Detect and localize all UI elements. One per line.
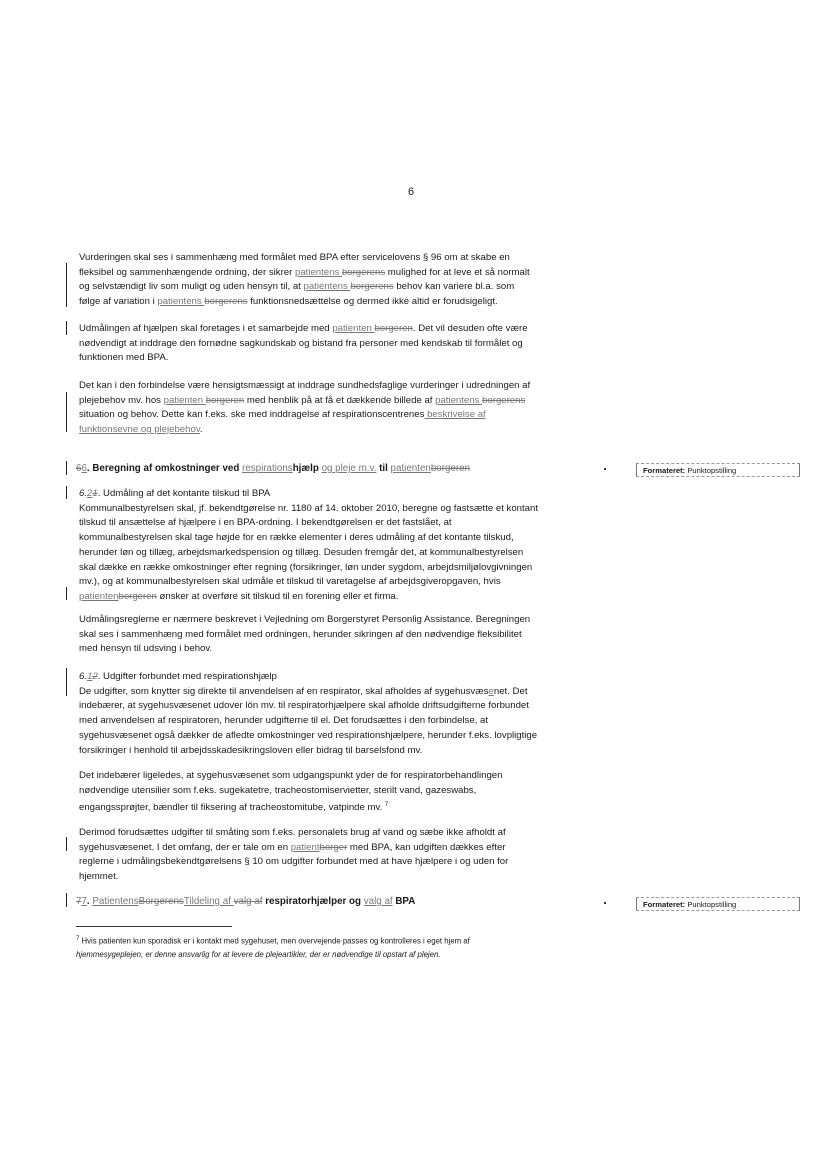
text-run: ønsker at overføre sit tilskud til en forening eller et firma. — [156, 590, 399, 602]
text-line: nødvendigt at inddrage den fornødne sagkundskab og bistand fra personer med kendskab til formålet og — [79, 337, 523, 349]
text-line: forsikringer i henhold til arbejdsskadesikringsloven eller bidrag til barselsfond mv. — [79, 744, 423, 756]
tracked-deletion: borgeren — [374, 323, 413, 334]
text-run: . — [86, 896, 93, 907]
text-run: engangssprøjter, bændler til fiksering af tracheostomitube, vatpinde mv. — [79, 802, 383, 814]
tracked-deletion: valg af — [233, 896, 263, 907]
tracked-deletion: borgerens — [350, 281, 394, 293]
comment-text: Punktopstilling — [685, 466, 737, 475]
tracked-insertion: 2 — [87, 488, 93, 499]
text-line: tilskud til ansættelse af hjælpere i en BPA-ordning. I bekendtgørelsen er det fastslået, at — [79, 517, 452, 529]
text-run: sygehusvæsenet. I det omfang, der er tale om en — [79, 841, 291, 853]
comment-text: Punktopstilling — [685, 900, 737, 909]
section-heading-6 — [76, 463, 470, 474]
change-bar — [66, 587, 67, 600]
text-line — [79, 266, 604, 281]
change-bar — [66, 668, 67, 696]
text-run: til — [376, 463, 391, 474]
text-line: funktionen med BPA. — [79, 352, 169, 364]
text-run: og selvstændigt liv som muligt og uden hensyn til, at — [79, 281, 304, 293]
change-bar — [66, 321, 67, 335]
paragraph-small-items — [79, 826, 604, 885]
comment-label: Formateret: — [643, 900, 686, 909]
change-bar — [66, 837, 67, 851]
tracked-insertion: patient — [290, 841, 320, 853]
text-line: kommunalbestyrelsen skal tage højde for en række elementer i deres udmåling af det kontante tilskud, — [79, 532, 514, 544]
paragraph-utensils — [79, 769, 604, 816]
section-6-1 — [79, 487, 604, 605]
footnote-number: 7 — [76, 936, 80, 942]
tracked-deletion: 1 — [92, 488, 98, 499]
tracked-deletion: 2 — [92, 671, 98, 682]
text-run: . Udgifter forbundet med respirationshjælp — [97, 671, 277, 682]
change-bar — [66, 486, 67, 499]
tracked-insertion: patienten — [79, 590, 119, 602]
text-line — [79, 685, 604, 700]
text-run: hjælp — [292, 463, 322, 474]
comment-anchor — [604, 902, 606, 904]
change-bar — [66, 893, 67, 907]
change-bar — [66, 263, 67, 307]
text-run: net. Det — [493, 685, 528, 697]
tracked-deletion: borgerens — [482, 394, 526, 406]
tracked-insertion: 7 — [81, 896, 87, 907]
change-bar — [66, 461, 67, 475]
text-run: respiratorhjælper og — [262, 896, 364, 907]
text-line — [76, 933, 596, 948]
comment-anchor — [604, 468, 606, 470]
text-run: . Udmåling af det kontante tilskud til BPA — [97, 488, 271, 499]
text-run: fleksibel og sammenhængende ordning, der sikrer — [79, 266, 295, 278]
text-run: Hvis patienten kun sporadisk er i kontakt med sygehuset, men overvejende passes og kontrolleres i eget hjem af — [79, 936, 470, 946]
section-heading-7 — [76, 896, 415, 907]
subsection-title — [79, 487, 604, 502]
paragraph-assessment — [79, 251, 604, 310]
tracked-insertion: 1 — [87, 671, 93, 682]
section-6-2 — [79, 670, 604, 758]
text-run: behov kan variere bl.a. som — [393, 281, 515, 293]
text-line: Derimod forudsættes udgifter til småting som f.eks. personalets brug af vand og sæbe ikke afholdt af — [79, 827, 506, 838]
text-line: sygehusvæsenet også dækker de afledte omkostninger ved respirationshjælpere, herunder f.eks. lovpligtige — [79, 729, 538, 741]
footnote-reference[interactable]: 7 — [384, 802, 389, 809]
comment-label: Formateret: — [643, 466, 686, 475]
text-line — [79, 423, 604, 438]
text-line — [79, 408, 604, 423]
text-run: . — [199, 424, 203, 436]
footnote-separator — [76, 926, 232, 927]
comment-bubble[interactable] — [636, 897, 800, 911]
tracked-insertion: 6 — [81, 463, 87, 474]
text-line: skal ses i sammenhæng med formålet med ordningen, herunder sikringen af den nødvendige fleksibilitet — [79, 628, 522, 640]
text-line — [79, 280, 604, 295]
text-line: Vurderingen skal ses i sammenhæng med formålet med BPA efter servicelovens § 96 om at skabe en — [79, 252, 510, 263]
tracked-insertion: patientens — [435, 394, 483, 406]
tracked-deletion: borgerens — [341, 266, 386, 278]
paragraph-health-assessment — [79, 379, 604, 438]
footnote — [76, 933, 596, 961]
text-line: Udmålingsreglerne er nærmere beskrevet i Vejledning om Borgerstyret Personlig Assistance. Beregningen — [79, 614, 531, 625]
text-run: mulighed for at leve et så normalt — [385, 266, 530, 278]
text-run: med henblik på at få et dækkende billede af — [244, 394, 436, 406]
text-run: funktionsnedsættelse og dermed ikke altid er forudsigeligt. — [247, 296, 498, 308]
tracked-deletion: borgerens — [204, 296, 248, 308]
tracked-insertion: funktionsevne og plejebehov — [79, 424, 200, 436]
tracked-deletion: borgeren — [205, 394, 245, 406]
tracked-deletion: 7 — [76, 896, 82, 907]
text-run: med BPA, kan udgiften dækkes efter — [347, 841, 506, 853]
tracked-insertion: beskrivelse af — [424, 409, 486, 421]
text-run: 6. — [79, 671, 88, 682]
text-line: hjemmesygeplejen, er denne ansvarlig for at levere de plejeartikler, der er nødvendige til opstart af plejen. — [76, 949, 441, 959]
tracked-insertion: patientens — [157, 296, 205, 308]
text-line: hjemmet. — [79, 871, 119, 883]
text-line: reglerne i udmålingsbekendtgørelsens § 10 om udgifter forbundet med at have hjælpere i og uden for — [79, 856, 509, 868]
tracked-insertion: patienten — [332, 323, 375, 334]
text-line — [79, 322, 604, 337]
tracked-insertion: patienten — [390, 463, 431, 474]
tracked-deletion: Borgerens — [138, 896, 184, 907]
paragraph-rules — [79, 613, 604, 657]
text-line: med anvendelsen af respiratoren, herunder udgifterne til el. Det forudsættes i den forbindelse, at — [79, 715, 489, 727]
text-line: mv.), og at kommunalbestyrelsen skal udmåle et tilskud til varetagelse af arbejdsgiveropgaven, hvis — [79, 576, 501, 588]
text-line — [79, 394, 604, 409]
tracked-insertion: patientens — [303, 281, 351, 293]
tracked-insertion: e — [488, 685, 494, 697]
text-line: Det indebærer ligeledes, at sygehusvæsenet som udgangspunkt yder de for respiratorbehandlingen — [79, 770, 503, 781]
text-line: med hensyn til udsving i behov. — [79, 643, 213, 655]
page-number: 6 — [408, 186, 415, 198]
text-line: Det kan i den forbindelse være hensigtsmæssigt at inddrage sundhedsfaglige vurderinger i udredningen af — [79, 380, 531, 391]
paragraph-measurement — [79, 322, 604, 366]
tracked-insertion: respirations — [242, 463, 293, 474]
text-run: . Beregning af omkostninger ved — [86, 463, 243, 474]
text-line: nødvendige utensilier som f.eks. sugekatetre, tracheostomiservietter, sterilt vand, gazeswabs, — [79, 784, 477, 796]
comment-bubble[interactable] — [636, 463, 800, 477]
text-run: 6. — [79, 488, 88, 499]
text-run: BPA — [392, 896, 416, 907]
subsection-title — [79, 670, 604, 685]
tracked-insertion: Tildeling af — [183, 896, 234, 907]
text-line: indebærer, at sygehusvæsenet udover lön mv. til respiratorhjælpere skal afholde driftsudgifterne forbundet — [79, 700, 529, 712]
text-line: Kommunalbestyrelsen skal, jf. bekendtgørelse nr. 1180 af 14. oktober 2010, beregne og fastsætte et kontant — [79, 502, 539, 514]
tracked-insertion: og pleje m.v. — [321, 463, 377, 474]
tracked-deletion: borgeren — [430, 463, 471, 474]
text-run: De udgifter, som knytter sig direkte til anvendelsen af en respirator, skal afholdes af sygehusvæs — [79, 685, 489, 697]
text-line: skal dække en række omkostninger efter regning (forsikringer, løn under sygdom, arbejdsmiljølovgivningen — [79, 561, 533, 573]
change-bar — [66, 392, 67, 432]
tracked-insertion: valg af — [363, 896, 393, 907]
text-run: situation og behov. Dette kan f.eks. ske med inddragelse af respirationscentrenes — [79, 409, 425, 421]
tracked-deletion: borgeren — [118, 590, 157, 602]
tracked-insertion: patientens — [294, 266, 342, 278]
text-run: plejebehov mv. hos — [79, 394, 164, 406]
tracked-insertion: patienten — [163, 394, 206, 406]
text-run: Udmålingen af hjælpen skal foretages i et samarbejde med — [79, 323, 333, 334]
text-line — [79, 295, 604, 310]
tracked-deletion: 6 — [76, 463, 82, 474]
text-run: følge af variation i — [79, 296, 158, 308]
tracked-deletion: borger — [319, 841, 348, 853]
tracked-insertion: Patientens — [92, 896, 139, 907]
text-line — [79, 590, 604, 605]
text-line — [79, 841, 604, 856]
text-run: . Det vil desuden ofte være — [412, 323, 528, 334]
text-line — [79, 798, 604, 816]
text-line: herunder løn og tillæg, arbejdsmarkedspension og tillæg. Desuden fremgår det, at kommunalbestyrelsen — [79, 546, 524, 558]
